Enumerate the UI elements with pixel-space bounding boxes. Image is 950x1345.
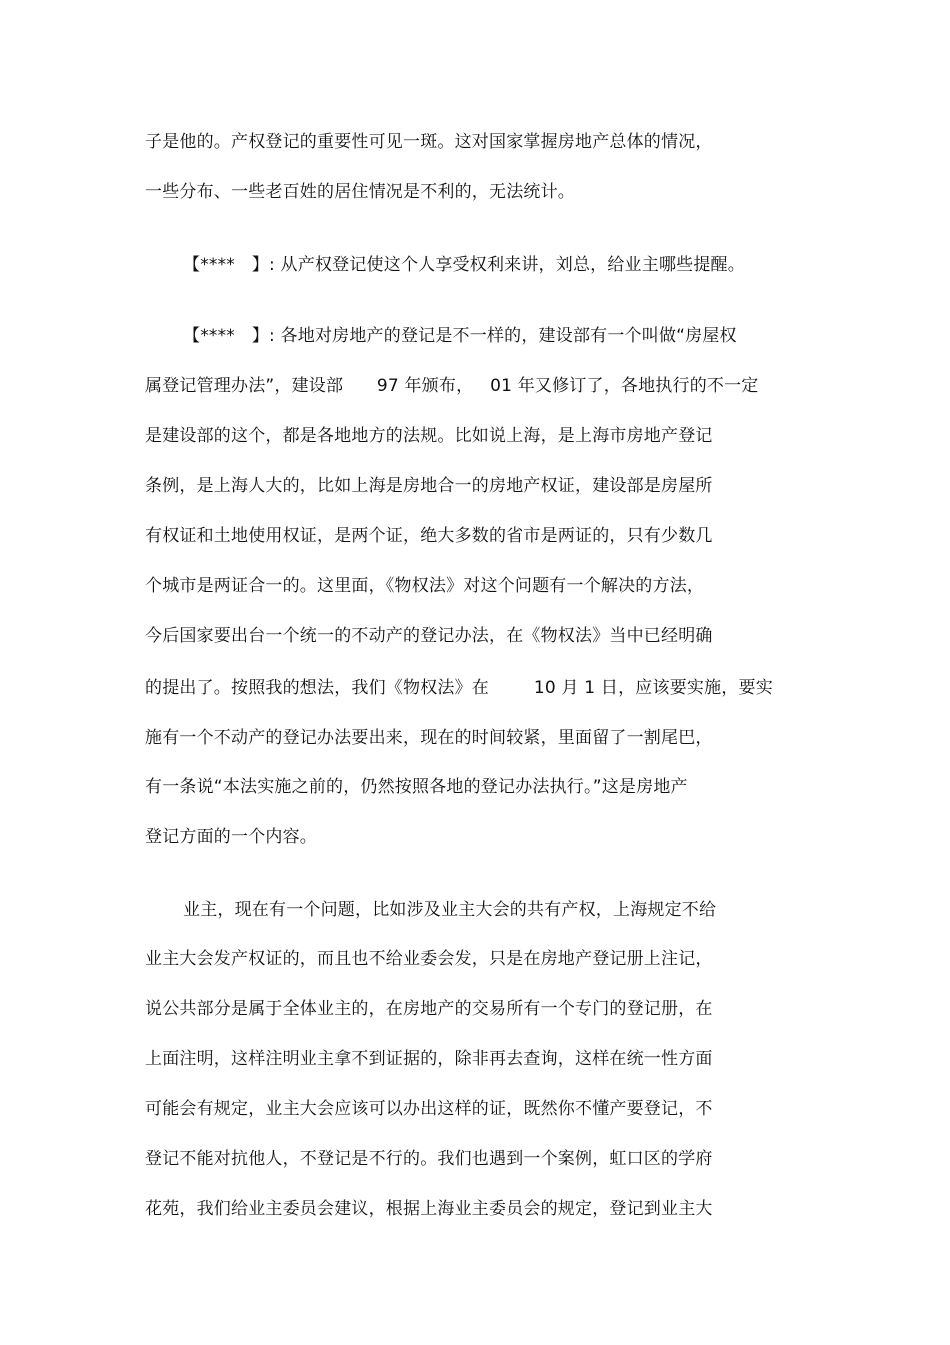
text-line: 的提出了。按照我的想法，我们《物权法》在 10 月 1 日，应该要实施，要实 [145,678,773,698]
text-line: 花苑，我们给业主委员会建议，根据上海业主委员会的规定，登记到业主大 [145,1199,713,1219]
text-line: 一些分布、一些老百姓的居住情况是不利的，无法统计。 [145,182,575,202]
question-paragraph: 【**** 】: 从产权登记使这个人享受权利来讲，刘总，给业主哪些提醒。 [183,255,745,275]
answer-paragraph-start: 【**** 】: 各地对房地产的登记是不一样的，建设部有一个叫做“房屋权 [183,326,737,346]
text-line: 施有一个不动产的登记办法要出来，现在的时间较紧，里面留了一割尾巴， [145,728,713,748]
text-line: 是建设部的这个，都是各地地方的法规。比如说上海，是上海市房地产登记 [145,426,713,446]
text-line: 登记方面的一个内容。 [145,827,317,847]
text-line: 可能会有规定，业主大会应该可以办出这样的证，既然你不懂产要登记，不 [145,1099,713,1119]
text-line: 有一条说“本法实施之前的，仍然按照各地的登记办法执行。”这是房地产 [145,777,688,797]
text-line: 登记不能对抗他人，不登记是不行的。我们也遇到一个案例，虹口区的学府 [145,1149,713,1169]
text-line: 属登记管理办法”，建设部 97 年颁布， 01 年又修订了，各地执行的不一定 [145,376,759,396]
text-line: 个城市是两证合一的。这里面，《物权法》对这个问题有一个解决的方法， [145,576,705,596]
paragraph-start: 业主，现在有一个问题，比如涉及业主大会的共有产权，上海规定不给 [183,900,717,920]
text-line: 子是他的。产权登记的重要性可见一斑。这对国家掌握房地产总体的情况， [145,132,713,152]
text-line: 业主大会发产权证的，而且也不给业委会发，只是在房地产登记册上注记， [145,949,713,969]
text-line: 有权证和土地使用权证，是两个证，绝大多数的省市是两证的，只有少数几 [145,526,713,546]
text-line: 条例，是上海人大的，比如上海是房地合一的房地产权证，建设部是房屋所 [145,476,713,496]
text-line: 今后国家要出台一个统一的不动产的登记办法，在《物权法》当中已经明确 [145,626,713,646]
text-line: 说公共部分是属于全体业主的，在房地产的交易所有一个专门的登记册，在 [145,999,713,1019]
text-line: 上面注明，这样注明业主拿不到证据的，除非再去查询，这样在统一性方面 [145,1049,713,1069]
